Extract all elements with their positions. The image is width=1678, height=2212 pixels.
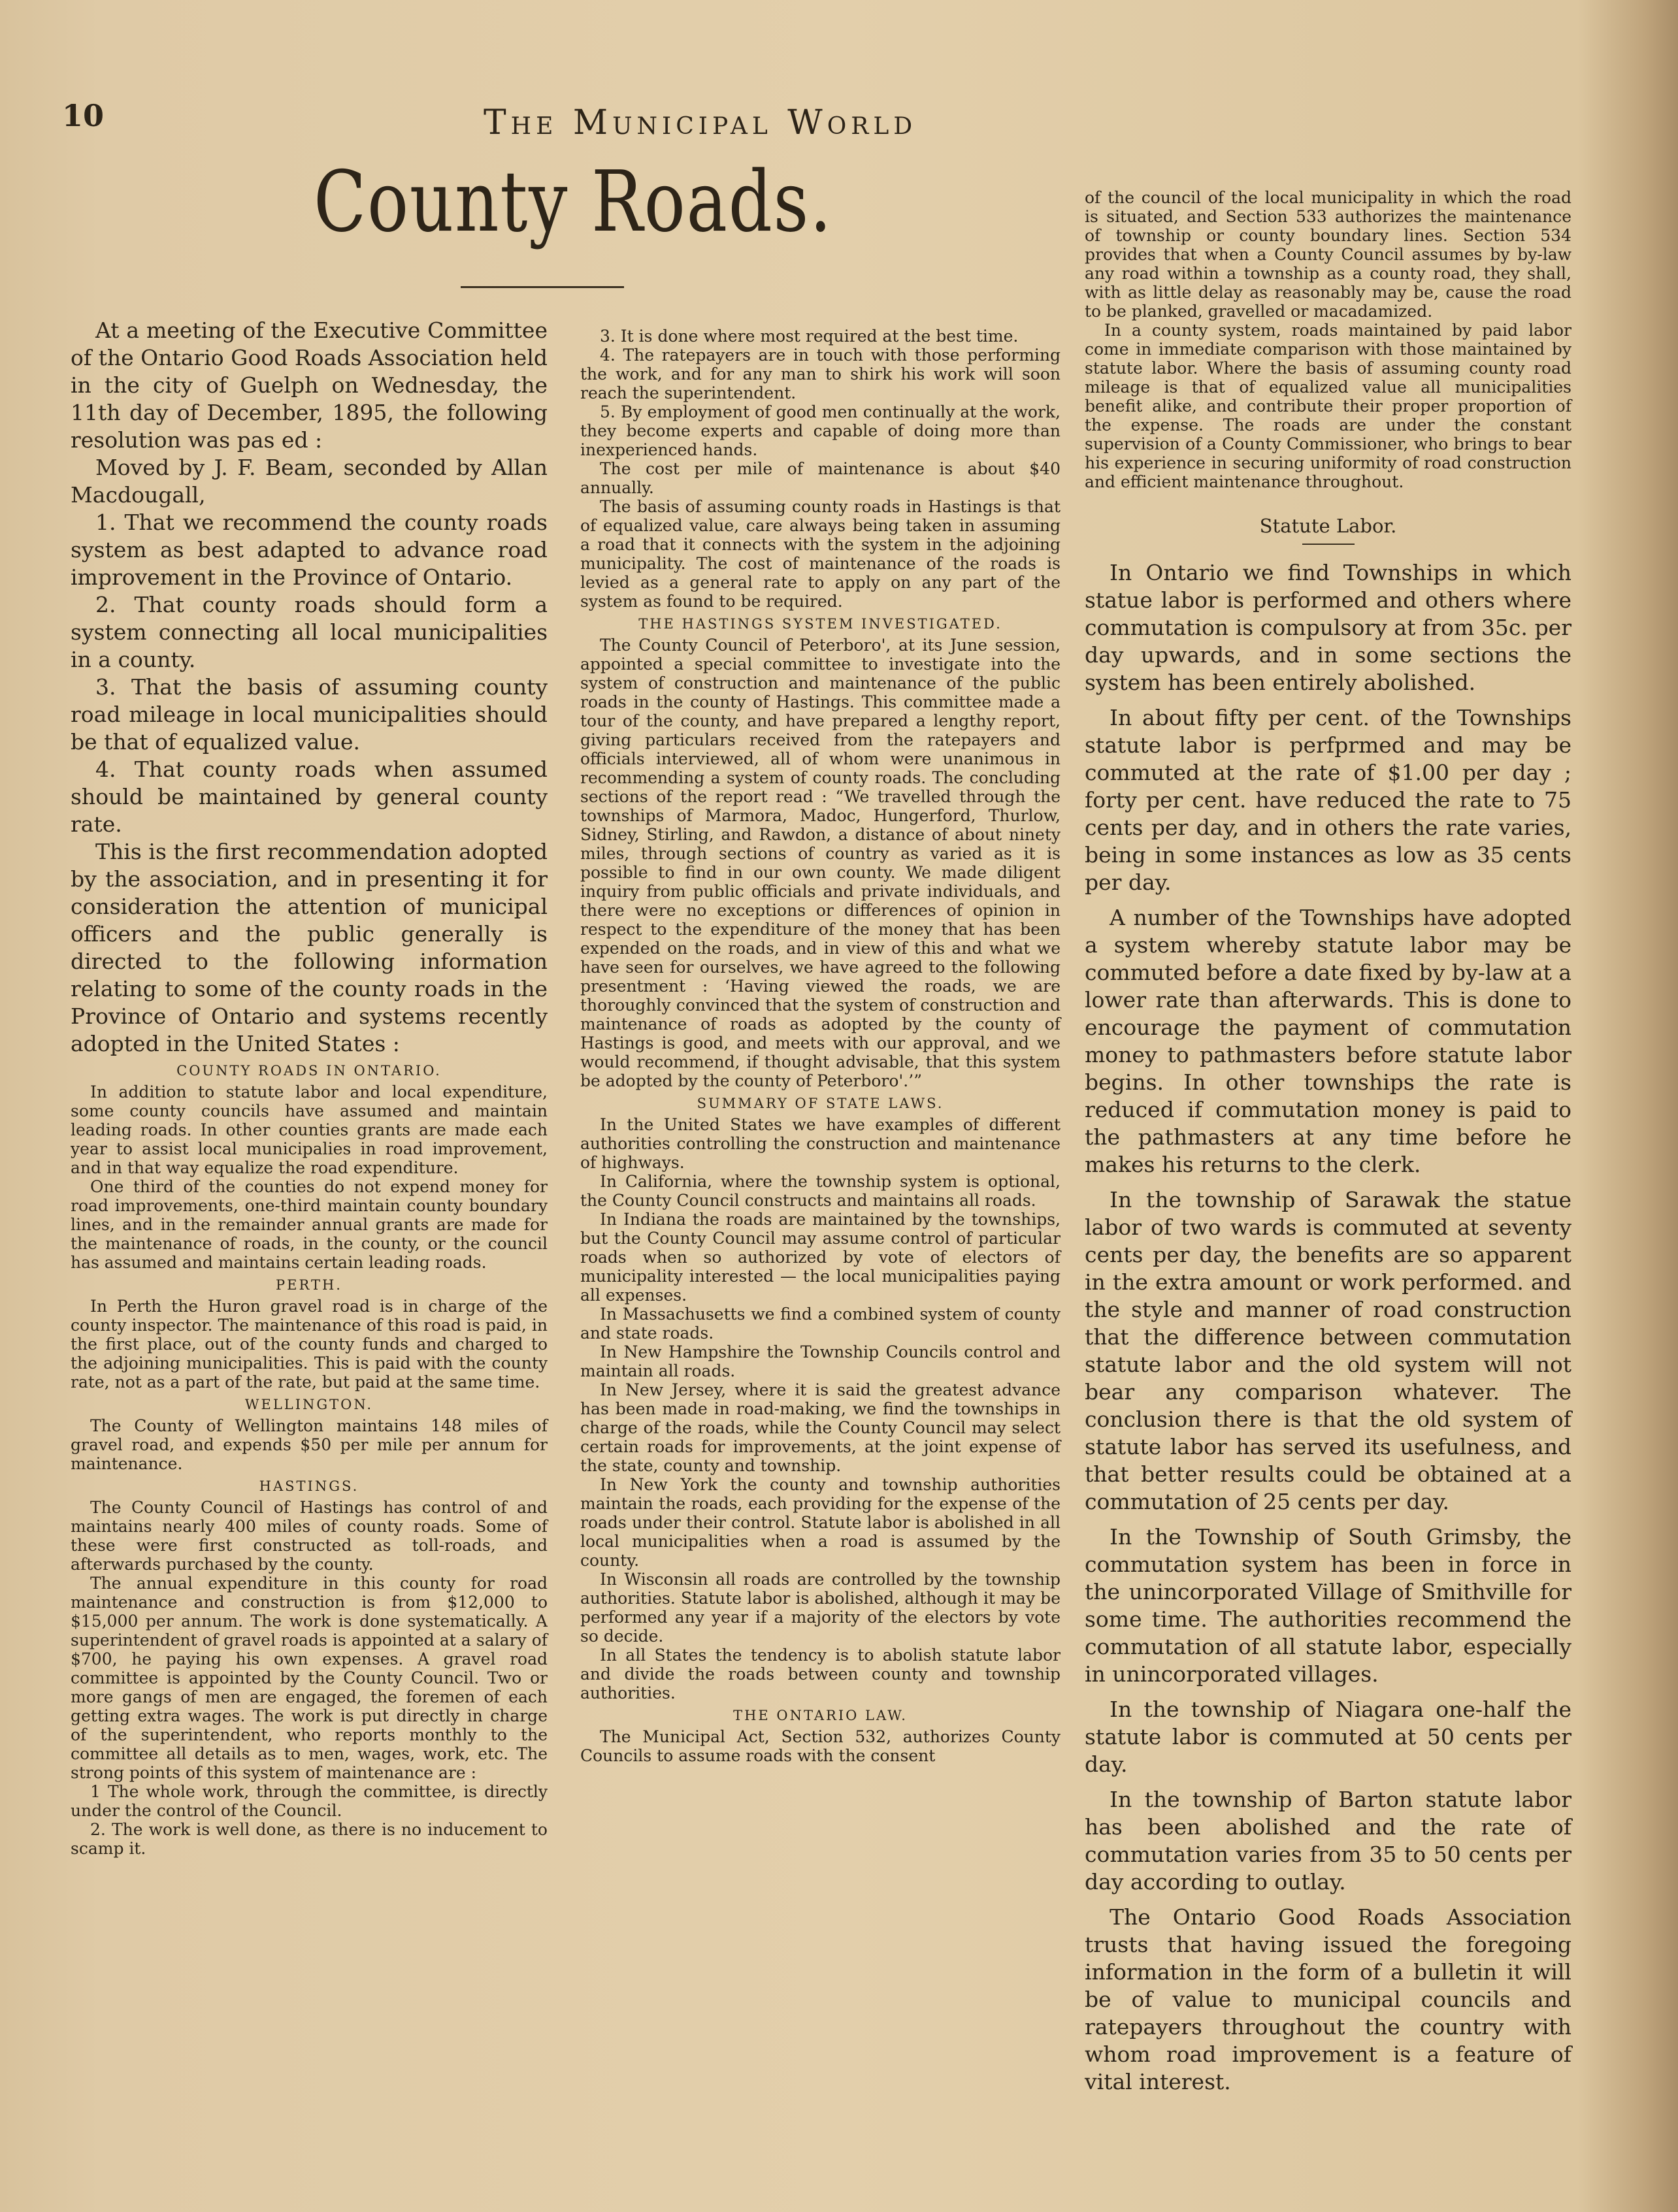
paragraph: In a county system, roads maintained by paid labor come in immediate comparison with those maintained by statute labor. Where the basis of assuming county road mileage is that of equalized value all municipalities benefit alike, and contribute their proper proportion of the expense. The roads are under the constant supervision of a County Commissioner, who brings to bear his experience in securing uniformity of road construction and efficient maintenance throughout. xyxy=(1085,321,1571,491)
subheading-perth: PERTH. xyxy=(276,1277,342,1293)
paragraph: In the Township of South Grimsby, the commutation system has been in force in the unincorporated Village of Smithville for some time. The authorities recommend the commutation of all statute labor, especially in unincorporated villages. xyxy=(1085,1524,1571,1687)
paragraph: A number of the Townships have adopted a system whereby statute labor may be commuted before a date fixed by by-law at a lower rate than afterwards. This is done to encourage the payment of commutation money to pathmasters before statute labor begins. In other townships the rate is reduced if commutation money is paid to the pathmasters at any time before he makes his returns to the clerk. xyxy=(1085,905,1571,1177)
intro-paragraph: At a meeting of the Executive Committee of the Ontario Good Roads Association held in the city of Guelph on Wednesday, the 11th day of December, 1895, the following resolution was pas ed : xyxy=(71,317,548,453)
running-head: The Municipal World xyxy=(484,103,917,142)
paragraph: In Massachusetts we find a combined system of county and state roads. xyxy=(580,1305,1061,1342)
paragraph: In Ontario we find Townships in which statue labor is performed and others where commutation is compulsory at from 35c. per day upwards, and in some sections the system has been entirely abolished. xyxy=(1085,560,1571,695)
right-column xyxy=(1085,188,1571,2096)
paragraph: 4. The ratepayers are in touch with those performing the work, and for any man to shirk his work will soon reach the superintendent. xyxy=(580,346,1061,402)
paragraph: The annual expenditure in this county for road maintenance and construction is from $12,000 to $15,000 per annum. The work is done systematically. A superintendent of gravel roads is appointed at a salary of $700, he paying his own expenses. A gravel road committee is appointed by the County Council. Two or more gangs of men are engaged, the foremen of each getting extra wages. The work is put directly in charge of the superintendent, who reports monthly to the committee all details as to men, wages, work, etc. The strong points of this system of maintenance are : xyxy=(71,1574,548,1782)
title-rule xyxy=(461,286,624,288)
paragraph: In Perth the Huron gravel road is in charge of the county inspector. The maintenance of this road is paid, in the first place, out of the county funds and charged to the adjoining municipalities. This is paid with the county rate, not as a part of the rate, but paid at the same time. xyxy=(71,1297,548,1391)
subheading-ontario-law: THE ONTARIO LAW. xyxy=(733,1708,908,1723)
paragraph: One third of the counties do not expend money for road improvements, one-third maintain county boundary lines, and in the remainder annual grants are made for the maintenance of roads, in the county, or the council has assumed and maintains certain leading roads. xyxy=(71,1177,548,1272)
paragraph: 5. By employment of good men continually at the work, they become experts and capable of doing more than inexperienced hands. xyxy=(580,402,1061,459)
paragraph: In California, where the township system is optional, the County Council constructs and maintains all roads. xyxy=(580,1172,1061,1210)
section-rule xyxy=(1302,544,1355,545)
subheading-county-roads: COUNTY ROADS IN ONTARIO. xyxy=(176,1063,442,1079)
paragraph: In the United States we have examples of different authorities controlling the construction and maintenance of highways. xyxy=(580,1115,1061,1172)
subheading-hastings: HASTINGS. xyxy=(259,1478,359,1494)
middle-column xyxy=(580,327,1061,1765)
left-column xyxy=(71,317,548,1858)
paragraph: In the township of Niagara one-half the statute labor is commuted at 50 cents per day. xyxy=(1085,1697,1571,1777)
paragraph: In addition to statute labor and local expenditure, some county councils have assumed and maintain leading roads. In other counties grants are made each year to assist local municipalies in road improvement, and in that way equalize the road expenditure. xyxy=(71,1082,548,1177)
subheading-state-laws: SUMMARY OF STATE LAWS. xyxy=(697,1096,944,1111)
paragraph: In the township of Sarawak the statue labor of two wards is commuted at seventy cents per day, the benefits are so apparent in the extra amount or work performed. and the style and manner of road construction that the difference between commutation statute labor and the old system will not bear any comparison whatever. The conclusion there is that the old system of statute labor has served its usefulness, and that better results could be obtained at a commutation of 25 cents per day. xyxy=(1085,1187,1571,1514)
paragraph: In the township of Barton statute labor has been abolished and the rate of commutation varies from 35 to 50 cents per day according to outlay. xyxy=(1085,1787,1571,1895)
subheading-wellington: WELLINGTON. xyxy=(244,1397,374,1412)
paragraph: of the council of the local municipality in which the road is situated, and Section 533 authorizes the maintenance of township or county boundary lines. Section 534 provides that when a County Council assumes by by-law any road within a township as a county road, they shall, with as little delay as reasonably may be, cause the road to be planked, gravelled or macadamized. xyxy=(1085,188,1571,321)
resolution-2: 2. That county roads should form a system connecting all local municipalities in a county. xyxy=(71,592,548,672)
paragraph: In New Hampshire the Township Councils control and maintain all roads. xyxy=(580,1342,1061,1380)
paragraph: In Wisconsin all roads are controlled by the township authorities. Statute labor is abolished, although it may be performed any year if a majority of the electors by vote so decide. xyxy=(580,1570,1061,1646)
paragraph: In Indiana the roads are maintained by the townships, but the County Council may assume control of particular roads when so authorized by vote of electors of municipality interested — the local municipalities paying all expenses. xyxy=(580,1210,1061,1305)
section-title-statute-labor: Statute Labor. xyxy=(1259,515,1397,537)
paragraph: The basis of assuming county roads in Hastings is that of equalized value, care always being taken in assuming a road that it connects with the system in the adjoining municipality. The cost of maintenance of the roads is levied as a general rate to apply on any part of the system as found to be required. xyxy=(580,497,1061,611)
paragraph: In all States the tendency is to abolish statute labor and divide the roads between county and township authorities. xyxy=(580,1646,1061,1702)
paragraph: In New Jersey, where it is said the greatest advance has been made in road-making, we find the townships in charge of the roads, while the County Council may select certain roads for improvements, at the joint expense of the state, county and township. xyxy=(580,1380,1061,1475)
subheading-hastings-investigated: THE HASTINGS SYSTEM INVESTIGATED. xyxy=(638,616,1002,632)
first-recommendation-paragraph: This is the first recommendation adopted by the association, and in presenting it for consideration the attention of municipal officers and the public generally is directed to the following information relating to some of the county roads in the Province of Ontario and systems recently adopted in the United States : xyxy=(71,839,548,1056)
paragraph: 1 The whole work, through the committee, is directly under the control of the Council. xyxy=(71,1782,548,1820)
paragraph: The County Council of Hastings has control of and maintains nearly 400 miles of county roads. Some of these were first constructed as toll-roads, and afterwards purchased by the county. xyxy=(71,1498,548,1574)
paragraph: 2. The work is well done, as there is no inducement to scamp it. xyxy=(71,1820,548,1858)
resolution-3: 3. That the basis of assuming county road mileage in local municipalities should be that of equalized value. xyxy=(71,674,548,755)
article-title: County Roads. xyxy=(314,154,833,251)
page-number: 10 xyxy=(62,98,105,133)
paragraph: The County Council of Peterboro', at its June session, appointed a special committee to investigate into the system of construction and maintenance of the public roads in the county of Hastings. This committee made a tour of the county, and have prepared a lengthy report, giving particulars received from the ratepayers and officials interviewed, all of whom were unanimous in recommending a system of county roads. The concluding sections of the report read : “We travelled through the townships of Marmora, Madoc, Hungerford, Thurlow, Sidney, Stirling, and Rawdon, a distance of about ninety miles, through sections of country as varied as it is possible to find in our own county. We made diligent inquiry from public officials and private individuals, and there were no exceptions or differences of opinion in respect to the expenditure of the money that has been expended on the roads, and in view of this and what we have seen for ourselves, we have agreed to the following presentment : ‘Having viewed the roads, we are thoroughly convinced that the system of construction and maintenance of roads as adopted by the county of Hastings is good, and meets with our approval, and we would recommend, if thought advisable, that this system be adopted by the county of Peterboro'.’” xyxy=(580,636,1061,1090)
paragraph: 3. It is done where most required at the best time. xyxy=(600,327,1019,346)
paragraph: The County of Wellington maintains 148 miles of gravel road, and expends $50 per mile per annum for maintenance. xyxy=(71,1416,548,1473)
paragraph: The Ontario Good Roads Association trusts that having issued the foregoing information in the form of a bulletin it will be of value to municipal councils and ratepayers throughout the country with whom road improvement is a feature of vital interest. xyxy=(1085,1904,1571,2094)
paragraph: In New York the county and township authorities maintain the roads, each providing for the expense of the roads under their control. Statute labor is abolished in all local municipalities when a road is assumed by the county. xyxy=(580,1475,1061,1570)
moved-line: Moved by J. F. Beam, seconded by Allan Macdougall, xyxy=(71,455,548,508)
resolution-4: 4. That county roads when assumed should be maintained by general county rate. xyxy=(71,756,548,837)
paragraph: In about fifty per cent. of the Townships statute labor is perfprmed and may be commuted at the rate of $1.00 per day ; forty per cent. have reduced the rate to 75 cents per day, and in others the rate varies, being in some instances as low as 35 cents per day. xyxy=(1085,705,1571,895)
paragraph: The Municipal Act, Section 532, authorizes County Councils to assume roads with the consent xyxy=(580,1727,1061,1765)
paragraph: The cost per mile of maintenance is about $40 annually. xyxy=(580,459,1061,497)
resolution-1: 1. That we recommend the county roads system as best adapted to advance road improvement in the Province of Ontario. xyxy=(71,510,548,590)
